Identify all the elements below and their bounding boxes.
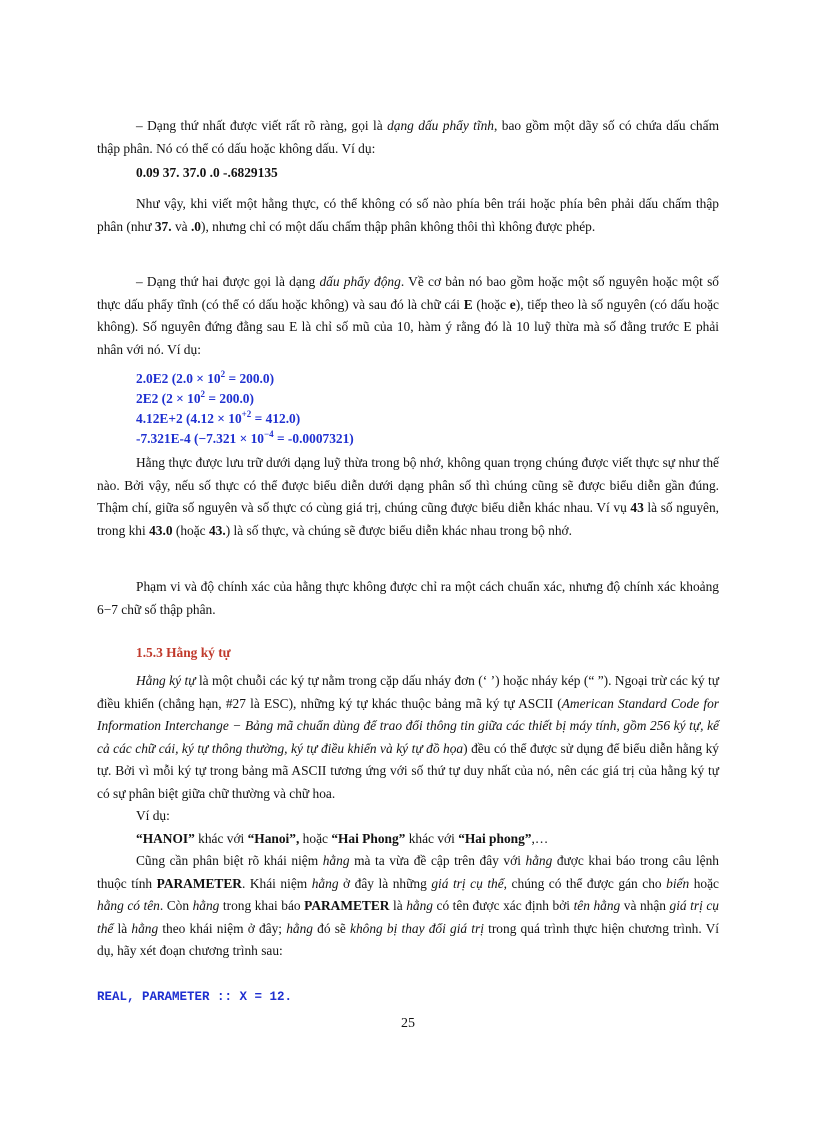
equation-line: 2E2 $(2 \times 10^2 = 200.0)$: [136, 389, 254, 406]
text: – Dạng thứ nhất được viết rất rõ ràng, gọi là: [136, 118, 388, 133]
code-line: REAL, PARAMETER :: X = 12.: [97, 990, 293, 1004]
term-fixed-point: dạng dấu phẩy tĩnh: [387, 118, 495, 133]
section-heading: 1.5.3 Hằng ký tự: [136, 645, 231, 660]
example-label: Ví dụ:: [136, 808, 170, 823]
example-strings: “HANOI” khác với “Hanoi”, hoặc “Hai Phong” khác với “Hai phong”,…: [136, 830, 549, 846]
equation-line: 4.12E+2 $(4.12 \times 10^{+2} = 412.0)$: [136, 409, 301, 426]
paragraph-fixed-point: [97, 115, 719, 160]
term-floating-point: dấu phẩy động: [319, 274, 401, 289]
example-fixed-point: 0.09 37. 37.0 .0 -.6829135: [136, 165, 278, 180]
equation-list: [136, 369, 354, 449]
text: , bao gồm một dãy số có chứa dấu chấm thập phân. Nó có thể có dấu hoặc không dấu. Ví dụ:: [97, 118, 719, 156]
paragraph-decimal-point: Như vậy, khi viết một hằng thực, có thể không có số nào phía bên trái hoặc phía bên phải dấu chấm thập phân (như 37. và .0), nhưng chỉ có một dấu chấm thập phân không thôi thì không được phép.: [97, 196, 719, 234]
equation-line: -7.321E-4 $(-7.321 \times 10^{-4} = -0.0007321)$: [136, 429, 354, 446]
paragraph-floating-point: – Dạng thứ hai được gọi là dạng dấu phẩy động. Về cơ bản nó bao gồm hoặc một số nguyên hoặc một số thực dấu phẩy tĩnh (có thể có dấu hoặc không) và sau đó là chữ cái E (hoặc e), tiếp theo là số nguyên (có dấu hoặc không). Số nguyên đứng đằng sau E là chỉ số mũ của 10, hàm ý rằng đó là 10 luỹ thừa mà số đằng trước E phải nhân với nó. Ví dụ:: [97, 274, 720, 357]
page-number: 25: [401, 1016, 415, 1031]
paragraph-character-constant: Hằng ký tự là một chuỗi các ký tự nằm trong cặp dấu nháy đơn (‘ ’) hoặc nháy kép (“ ”). Ngoại trừ các ký tự điều khiển (chẳng hạn, #27 là ESC), những ký tự khác thuộc bảng mã ký tự ASCII (American Standard Code for Information Interchange − Bảng mã chuẩn dùng để trao đổi thông tin giữa các thiết bị máy tính, gồm 256 ký tự, kể cả các chữ cái, ký tự thông thường, ký tự điều khiển và ký tự đồ họa) đều có thể được sử dụng để biểu diễn hằng ký tự. Bởi vì mỗi ký tự trong bảng mã ASCII tương ứng với số thứ tự duy nhất của nó, nên các giá trị của hằng ký tự có sự phân biệt giữa chữ thường và chữ hoa. Ví dụ: “HANOI” khác với “Hanoi”, hoặc “Hai Phong” khác với “Hai phong”,… Cũng cần phân biệt rõ khái niệm hằng mà ta vừa đề cập trên đây với hằng được khai báo trong câu lệnh thuộc tính PARAMETER. Khái niệm hằng ở đây là những giá trị cụ thể, chúng có thể được gán cho biến hoặc hằng có tên. Còn hằng trong khai báo PARAMETER là hằng có tên được xác định bởi tên hằng và nhận giá trị cụ thể là hằng theo khái niệm ở đây; hằng đó sẽ không bị thay đổi giá trị trong quá trình thực hiện chương trình. Ví dụ, hãy xét đoạn chương trình sau:: [97, 670, 719, 963]
paragraph-storage: Hằng thực được lưu trữ dưới dạng luỹ thừa trong bộ nhớ, không quan trọng chúng được viết thực sự như thế nào. Bởi vậy, nếu số thực có thể được biểu diễn dưới dạng phân số thì chúng cũng sẽ được biểu diễn gần đúng. Thậm chí, giữa số nguyên và số thực có cùng giá trị, chúng cũng được biểu diễn khác nhau. Ví vụ 43 là số nguyên, trong khi 43.0 (hoặc 43.) là số thực, và chúng sẽ được biểu diễn khác nhau trong bộ nhớ.: [97, 455, 719, 538]
paragraph-precision: Phạm vi và độ chính xác của hằng thực không được chỉ ra một cách chuẩn xác, nhưng độ chính xác khoảng 6−7 chữ số thập phân.: [97, 579, 719, 617]
equation-line: 2.0E2 $(2.0 \times 10^2 = 200.0)$: [136, 369, 275, 386]
paragraph-parameter: Cũng cần phân biệt rõ khái niệm hằng mà ta vừa đề cập trên đây với hằng được khai báo trong câu lệnh thuộc tính PARAMETER. Khái niệm hằng ở đây là những giá trị cụ thể, chúng có thể được gán cho biến hoặc hằng có tên. Còn hằng trong khai báo PARAMETER là hằng có tên được xác định bởi tên hằng và nhận giá trị cụ thể là hằng theo khái niệm ở đây; hằng đó sẽ không bị thay đổi giá trị trong quá trình thực hiện chương trình. Ví dụ, hãy xét đoạn chương trình sau:: [97, 853, 720, 958]
